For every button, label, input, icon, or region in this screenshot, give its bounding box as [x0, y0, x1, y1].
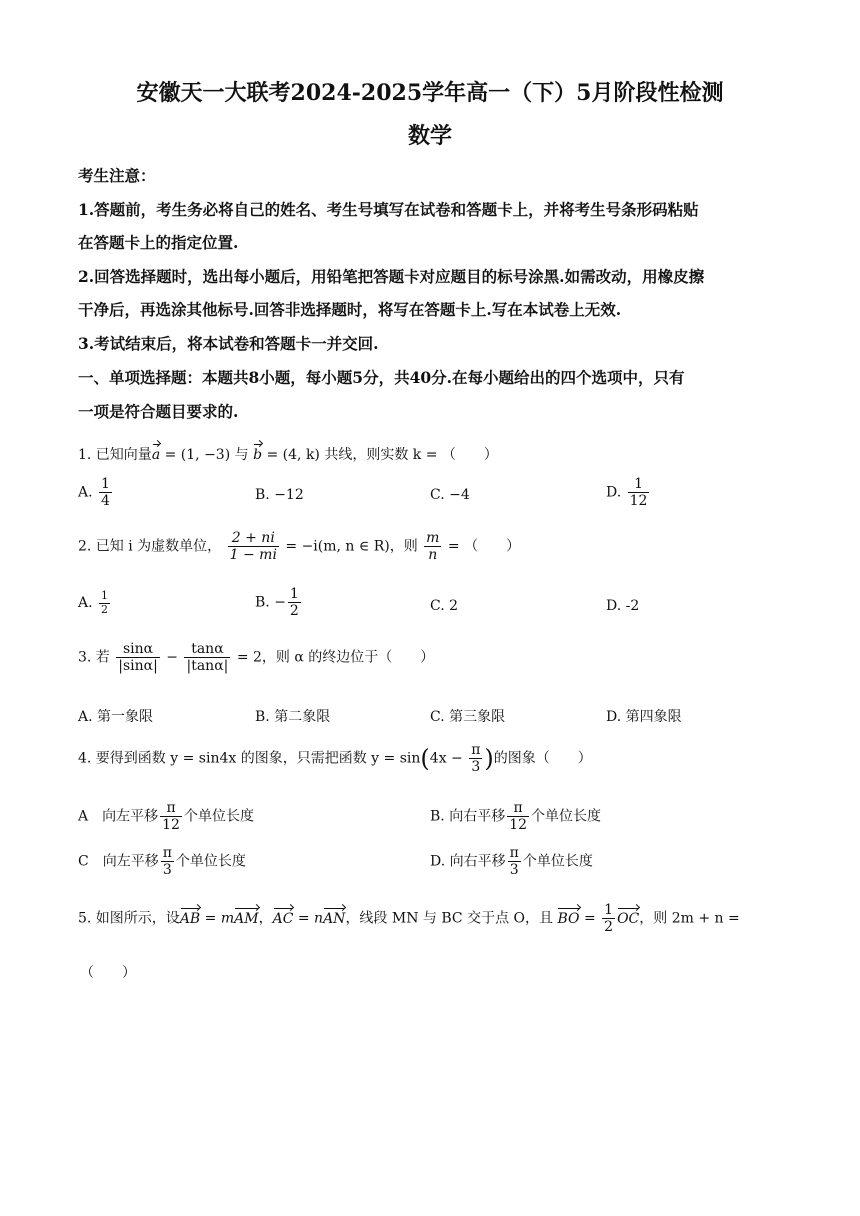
- q2-option-b[interactable]: B. − $\frac{1}{2}$: [255, 586, 299, 620]
- q3-option-a[interactable]: A. 第一象限: [78, 709, 154, 725]
- q1-option-a[interactable]: A. $\frac{1}{4}$: [78, 476, 110, 510]
- vector-ac: AC: [272, 910, 294, 927]
- note-2-line-2: 干净后，再选涂其他标号.回答非选择题时，将写在答题卡上.写在本试卷上无效.: [78, 300, 622, 319]
- page-title: 安徽天一大联考2024-2025学年高一（下）5月阶段性检测: [136, 80, 724, 106]
- vector-am: AM: [234, 910, 259, 927]
- q4-option-c[interactable]: C 向左平移 $\frac{\pi}{3}$ 个单位长度: [78, 845, 246, 879]
- vector-bo: BO: [557, 910, 580, 927]
- q2-option-d[interactable]: D. -2: [606, 598, 640, 614]
- vector-b: b: [253, 447, 263, 463]
- note-2-line-1: 2.回答选择题时，选出每小题后，用铅笔把答题卡对应题目的标号涂黑.如需改动，用橡皮擦: [78, 267, 705, 286]
- notes-heading: 考生注意：: [78, 166, 156, 185]
- question-5: 5. 如图所示，设AB = mAM，AC = nAN，线段 MN 与 BC 交于点 O，且 BO = $\frac{1}{2}$ OC，则 2m + n =: [78, 902, 740, 936]
- section-1-heading-line-1: 一、单项选择题：本题共8小题，每小题5分，共40分.在每小题给出的四个选项中，只有: [78, 368, 685, 387]
- subject-title: 数学: [407, 123, 452, 149]
- question-2: 2. 已知 i 为虚数单位， $\frac{2 + ni}{1 - mi}$ = −i(m, n ∈ R)，则 $\frac{m}{n}$ = （ ）: [78, 530, 521, 564]
- question-1: 1. 已知向量a = (1, −3) 与 b = (4, k) 共线，则实数 k = （ ）: [78, 447, 498, 463]
- vector-an: AN: [323, 910, 346, 927]
- q2-option-a[interactable]: A. $\frac{1}{2}$: [78, 589, 109, 616]
- q3-option-d[interactable]: D. 第四象限: [606, 709, 682, 725]
- q5-answer-paren: （ ）: [80, 965, 136, 981]
- q2-option-c[interactable]: C. 2: [430, 598, 459, 614]
- q1-option-d[interactable]: D. $\frac{1}{12}$: [606, 476, 648, 510]
- q3-option-b[interactable]: B. 第二象限: [255, 709, 331, 725]
- note-1-line-1: 1.答题前，考生务必将自己的姓名、考生号填写在试卷和答题卡上，并将考生号条形码粘贴: [78, 200, 699, 219]
- question-4: 4. 要得到函数 y = sin4x 的图象，只需把函数 y = sin(4x − $\frac{\pi}{3}$ )的图象（ ）: [78, 742, 592, 776]
- question-3: 3. 若 $\frac{\sin\alpha}{|\sin\alpha|}$ − $\frac{\tan\alpha}{|\tan\alpha|}$ = 2，则 α 的终边位于（ ）: [78, 641, 435, 675]
- vector-ab: AB: [179, 910, 201, 927]
- q3-option-c[interactable]: C. 第三象限: [430, 709, 506, 725]
- vector-oc: OC: [617, 910, 640, 927]
- section-1-heading-line-2: 一项是符合题目要求的.: [78, 402, 239, 421]
- q4-option-a[interactable]: A 向左平移 $\frac{\pi}{12}$ 个单位长度: [78, 800, 254, 834]
- note-1-line-2: 在答题卡上的指定位置.: [78, 233, 239, 252]
- vector-a: a: [151, 447, 161, 463]
- note-3: 3.考试结束后，将本试卷和答题卡一并交回.: [78, 334, 379, 353]
- q4-option-d[interactable]: D. 向右平移 $\frac{\pi}{3}$ 个单位长度: [430, 845, 593, 879]
- q4-option-b[interactable]: B. 向右平移 $\frac{\pi}{12}$ 个单位长度: [430, 800, 602, 834]
- q1-option-b[interactable]: B. −12: [255, 487, 304, 503]
- q1-option-c[interactable]: C. −4: [430, 487, 470, 503]
